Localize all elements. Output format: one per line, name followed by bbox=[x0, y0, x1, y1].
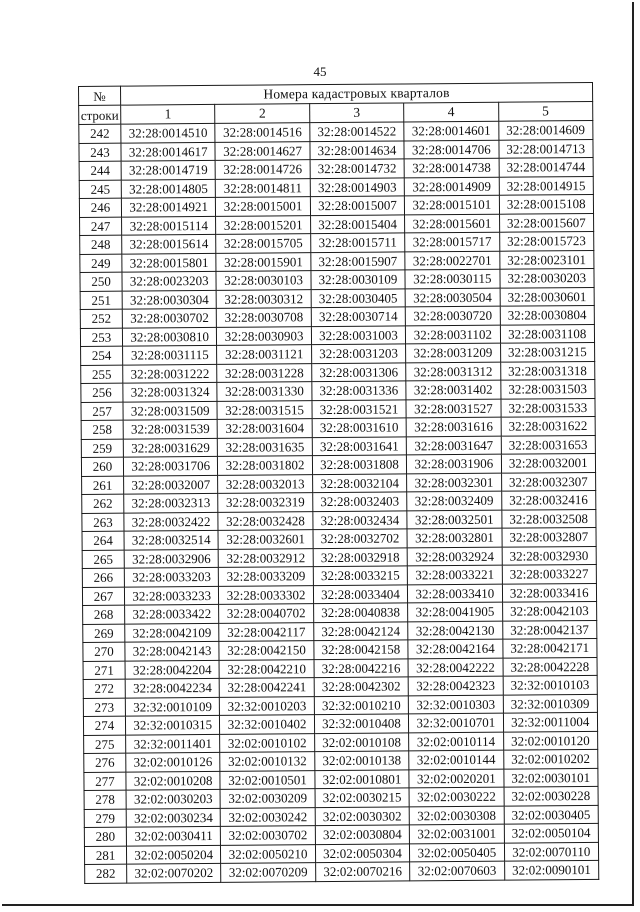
cadastral-quarter-cell: 32:28:0015907 bbox=[311, 251, 406, 270]
cadastral-quarter-cell: 32:28:0015101 bbox=[405, 195, 500, 214]
cadastral-quarter-cell: 32:28:0031509 bbox=[123, 401, 218, 420]
cadastral-quarter-cell: 32:28:0030312 bbox=[216, 289, 311, 308]
cadastral-quarter-cell: 32:28:0042204 bbox=[125, 660, 220, 679]
cadastral-quarter-cell: 32:28:0015614 bbox=[122, 234, 217, 253]
cadastral-quarter-cell: 32:28:0042124 bbox=[313, 621, 408, 640]
cadastral-quarter-cell: 32:28:0042137 bbox=[502, 620, 597, 639]
cadastral-quarter-cell: 32:02:0010114 bbox=[409, 732, 504, 751]
cadastral-quarter-cell: 32:28:0032416 bbox=[501, 490, 596, 509]
cadastral-quarter-cell: 32:28:0014726 bbox=[215, 160, 310, 179]
cadastral-quarter-cell: 32:28:0042241 bbox=[220, 678, 315, 697]
cadastral-quarter-cell: 32:28:0032013 bbox=[218, 474, 313, 493]
cadastral-quarter-cell: 32:28:0033227 bbox=[502, 564, 597, 583]
cadastral-quarter-cell: 32:28:0031515 bbox=[217, 400, 312, 419]
row-number: 254 bbox=[81, 346, 123, 365]
cadastral-quarter-cell: 32:02:0070603 bbox=[410, 861, 505, 880]
cadastral-quarter-cell: 32:32:0010701 bbox=[409, 713, 504, 732]
cadastral-quarter-cell: 32:28:0042210 bbox=[219, 659, 314, 678]
cadastral-quarter-cell: 32:28:0015007 bbox=[310, 196, 405, 215]
cadastral-quarter-cell: 32:28:0030109 bbox=[311, 270, 406, 289]
cadastral-quarter-cell: 32:02:0010138 bbox=[315, 751, 410, 770]
cadastral-quarter-cell: 32:28:0032428 bbox=[218, 511, 313, 530]
row-number: 266 bbox=[82, 568, 124, 587]
cadastral-quarter-cell: 32:28:0031616 bbox=[406, 417, 501, 436]
cadastral-quarter-cell: 32:28:0032918 bbox=[313, 547, 408, 566]
cadastral-quarter-cell: 32:28:0031318 bbox=[500, 361, 595, 380]
cadastral-quarter-cell: 32:32:0010109 bbox=[125, 697, 220, 716]
cadastral-quarter-cell: 32:28:0015601 bbox=[405, 214, 500, 233]
cadastral-quarter-cell: 32:28:0031336 bbox=[312, 381, 407, 400]
cadastral-quarter-cell: 32:28:0032001 bbox=[501, 453, 596, 472]
cadastral-quarter-cell: 32:28:0032930 bbox=[502, 546, 597, 565]
cadastral-quarter-cell: 32:28:0014706 bbox=[404, 140, 499, 159]
row-number: 255 bbox=[81, 365, 123, 384]
cadastral-quarter-cell: 32:28:0014719 bbox=[121, 160, 216, 179]
cadastral-quarter-cell: 32:02:0010132 bbox=[220, 752, 315, 771]
cadastral-quarter-cell: 32:32:0010103 bbox=[503, 675, 598, 694]
cadastral-quarter-cell: 32:28:0031203 bbox=[311, 344, 406, 363]
cadastral-quarter-cell: 32:02:0050204 bbox=[126, 845, 221, 864]
row-number: 280 bbox=[84, 827, 126, 846]
cadastral-quarter-cell: 32:28:0032409 bbox=[407, 491, 502, 510]
row-number: 274 bbox=[83, 716, 125, 735]
row-number: 253 bbox=[80, 328, 122, 347]
cadastral-quarter-cell: 32:02:0030405 bbox=[504, 805, 599, 824]
cadastral-quarter-cell: 32:28:0015108 bbox=[499, 194, 594, 213]
cadastral-quarter-cell: 32:28:0042216 bbox=[314, 658, 409, 677]
cadastral-quarter-cell: 32:28:0030714 bbox=[311, 307, 406, 326]
cadastral-quarter-cell: 32:28:0033302 bbox=[219, 585, 314, 604]
column-header: 2 bbox=[215, 104, 310, 124]
cadastral-quarter-cell: 32:28:0014903 bbox=[310, 177, 405, 196]
cadastral-quarter-cell: 32:28:0042228 bbox=[503, 657, 598, 676]
row-number: 249 bbox=[80, 254, 122, 273]
cadastral-quarter-cell: 32:28:0042103 bbox=[502, 601, 597, 620]
cadastral-quarter-cell: 32:28:0042117 bbox=[219, 622, 314, 641]
cadastral-quarter-cell: 32:28:0031527 bbox=[406, 399, 501, 418]
cadastral-quarter-cell: 32:02:0010102 bbox=[220, 733, 315, 752]
row-number: 267 bbox=[82, 587, 124, 606]
cadastral-quarter-cell: 32:28:0042234 bbox=[125, 678, 220, 697]
cadastral-quarter-cell: 32:28:0032807 bbox=[502, 527, 597, 546]
cadastral-quarter-cell: 32:28:0030810 bbox=[122, 327, 217, 346]
cadastral-quarter-cell: 32:28:0015801 bbox=[122, 253, 217, 272]
row-number: 277 bbox=[84, 772, 126, 791]
cadastral-quarter-cell: 32:28:0015723 bbox=[499, 231, 594, 250]
row-number: 243 bbox=[79, 143, 121, 162]
row-number: 246 bbox=[79, 198, 121, 217]
cadastral-quarter-cell: 32:28:0042158 bbox=[314, 640, 409, 659]
row-number: 248 bbox=[80, 235, 122, 254]
cadastral-quarter-cell: 32:28:0031003 bbox=[311, 325, 406, 344]
cadastral-quarter-cell: 32:02:0030222 bbox=[409, 787, 504, 806]
cadastral-quarter-cell: 32:32:0010402 bbox=[220, 715, 315, 734]
cadastral-quarter-cell: 32:28:0015607 bbox=[499, 213, 594, 232]
cadastral-quarter-cell: 32:28:0031521 bbox=[312, 399, 407, 418]
row-number: 281 bbox=[84, 846, 126, 865]
row-number: 282 bbox=[85, 864, 127, 883]
row-number: 256 bbox=[81, 383, 123, 402]
cadastral-quarter-cell: 32:28:0042150 bbox=[219, 641, 314, 660]
cadastral-quarter-cell: 32:28:0015201 bbox=[216, 215, 311, 234]
cadastral-quarter-cell: 32:28:0032508 bbox=[501, 509, 596, 528]
cadastral-quarter-cell: 32:28:0031115 bbox=[123, 345, 218, 364]
cadastral-quarter-cell: 32:02:0030101 bbox=[503, 768, 598, 787]
cadastral-quarter-cell: 32:28:0014609 bbox=[498, 120, 593, 139]
cadastral-quarter-cell: 32:28:0014510 bbox=[121, 123, 216, 142]
row-number: 279 bbox=[84, 809, 126, 828]
cadastral-quarter-cell: 32:28:0030903 bbox=[217, 326, 312, 345]
row-number: 250 bbox=[80, 272, 122, 291]
row-number: 252 bbox=[80, 309, 122, 328]
cadastral-quarter-cell: 32:28:0032313 bbox=[124, 493, 219, 512]
cadastral-quarter-cell: 32:28:0031222 bbox=[123, 364, 218, 383]
row-number: 276 bbox=[84, 753, 126, 772]
cadastral-quarter-cell: 32:28:0031641 bbox=[312, 436, 407, 455]
cadastral-quarter-cell: 32:28:0031312 bbox=[406, 362, 501, 381]
cadastral-quarter-cell: 32:28:0042302 bbox=[314, 677, 409, 696]
cadastral-quarter-cell: 32:28:0015705 bbox=[216, 234, 311, 253]
cadastral-quarter-cell: 32:02:0030234 bbox=[126, 808, 221, 827]
row-number: 257 bbox=[81, 402, 123, 421]
cadastral-quarter-cell: 32:28:0014921 bbox=[121, 197, 216, 216]
cadastral-quarter-cell: 32:28:0030601 bbox=[500, 287, 595, 306]
cadastral-quarter-cell: 32:28:0030203 bbox=[500, 268, 595, 287]
cadastral-quarter-cell: 32:28:0040702 bbox=[219, 604, 314, 623]
cadastral-quarter-cell: 32:28:0032912 bbox=[219, 548, 314, 567]
cadastral-quarter-cell: 32:28:0031802 bbox=[218, 456, 313, 475]
row-number: 263 bbox=[82, 513, 124, 532]
group-header: Номера кадастровых кварталов bbox=[121, 82, 593, 105]
cadastral-quarter-cell: 32:02:0031001 bbox=[409, 824, 504, 843]
cadastral-quarter-cell: 32:28:0030504 bbox=[405, 288, 500, 307]
cadastral-quarter-cell: 32:28:0014522 bbox=[310, 122, 405, 141]
cadastral-quarter-cell: 32:28:0014634 bbox=[310, 140, 405, 159]
row-number: 271 bbox=[83, 661, 125, 680]
cadastral-quarter-cell: 32:28:0023203 bbox=[122, 271, 217, 290]
cadastral-quarter-cell: 32:28:0031610 bbox=[312, 418, 407, 437]
cadastral-quarter-cell: 32:28:0030720 bbox=[405, 306, 500, 325]
table-row bbox=[85, 860, 599, 883]
cadastral-quarter-cell: 32:28:0033422 bbox=[125, 604, 220, 623]
cadastral-quarter-cell: 32:02:0070216 bbox=[315, 862, 410, 881]
cadastral-quarter-cell: 32:02:0050210 bbox=[221, 844, 316, 863]
cadastral-quarter-cell: 32:28:0014805 bbox=[121, 179, 216, 198]
cadastral-quarter-cell: 32:28:0032319 bbox=[218, 493, 313, 512]
row-number: 262 bbox=[82, 494, 124, 513]
cadastral-quarter-cell: 32:28:0032403 bbox=[312, 492, 407, 511]
cadastral-quarter-cell: 32:02:0030242 bbox=[221, 807, 316, 826]
cadastral-quarter-cell: 32:02:0010120 bbox=[503, 731, 598, 750]
column-header: 1 bbox=[121, 104, 216, 124]
cadastral-quarter-cell: 32:28:0032307 bbox=[501, 472, 596, 491]
cadastral-quarter-cell: 32:28:0033410 bbox=[408, 584, 503, 603]
row-number: 261 bbox=[82, 476, 124, 495]
cadastral-quarter-cell: 32:28:0031108 bbox=[500, 324, 595, 343]
column-header: 5 bbox=[498, 101, 593, 121]
row-number: 260 bbox=[81, 457, 123, 476]
cadastral-quarter-cell: 32:28:0014627 bbox=[215, 141, 310, 160]
cadastral-quarter-cell: 32:28:0032924 bbox=[407, 547, 502, 566]
cadastral-quarter-cell: 32:28:0042143 bbox=[125, 641, 220, 660]
cadastral-quarter-cell: 32:02:0030209 bbox=[220, 789, 315, 808]
cadastral-quarter-cell: 32:28:0032501 bbox=[407, 510, 502, 529]
cadastral-quarter-cell: 32:02:0050104 bbox=[504, 823, 599, 842]
row-number: 251 bbox=[80, 291, 122, 310]
cadastral-quarter-cell: 32:28:0032301 bbox=[407, 473, 502, 492]
cadastral-quarter-cell: 32:28:0031306 bbox=[311, 362, 406, 381]
cadastral-quarter-cell: 32:28:0014811 bbox=[216, 178, 311, 197]
cadastral-quarter-cell: 32:02:0010108 bbox=[314, 732, 409, 751]
cadastral-quarter-cell: 32:02:0030804 bbox=[315, 825, 410, 844]
cadastral-quarter-cell: 32:28:0033203 bbox=[124, 567, 219, 586]
cadastral-quarter-cell: 32:32:0011401 bbox=[126, 734, 221, 753]
cadastral-quarter-cell: 32:02:0030702 bbox=[221, 826, 316, 845]
cadastral-quarter-cell: 32:02:0010801 bbox=[315, 769, 410, 788]
cadastral-quarter-cell: 32:28:0015901 bbox=[216, 252, 311, 271]
row-number: 270 bbox=[83, 642, 125, 661]
cadastral-quarter-cell: 32:02:0070202 bbox=[127, 863, 222, 882]
cadastral-quarter-cell: 32:28:0031629 bbox=[123, 438, 218, 457]
cadastral-quarter-cell: 32:28:0014713 bbox=[498, 139, 593, 158]
cadastral-quarter-cell: 32:02:0070209 bbox=[221, 863, 316, 882]
cadastral-quarter-cell: 32:28:0014732 bbox=[310, 159, 405, 178]
page-number: 45 bbox=[313, 64, 327, 79]
cadastral-quarter-cell: 32:32:0010210 bbox=[314, 695, 409, 714]
cadastral-quarter-cell: 32:02:0030203 bbox=[126, 789, 221, 808]
cadastral-quarter-cell: 32:28:0014617 bbox=[121, 142, 216, 161]
cadastral-quarter-cell: 32:32:0010303 bbox=[408, 695, 503, 714]
cadastral-quarter-cell: 32:28:0014915 bbox=[499, 176, 594, 195]
row-number: 264 bbox=[82, 531, 124, 550]
cadastral-quarter-cell: 32:32:0010309 bbox=[503, 694, 598, 713]
column-header: 3 bbox=[309, 103, 404, 123]
column-header: 4 bbox=[404, 102, 499, 122]
row-number: 242 bbox=[79, 124, 121, 143]
cadastral-quarter-cell: 32:28:0040838 bbox=[313, 603, 408, 622]
cadastral-quarter-cell: 32:28:0033416 bbox=[502, 583, 597, 602]
cadastral-quarter-cell: 32:28:0032801 bbox=[407, 528, 502, 547]
row-number: 278 bbox=[84, 790, 126, 809]
cadastral-quarter-cell: 32:28:0031330 bbox=[217, 382, 312, 401]
cadastral-quarter-cell: 32:02:0030411 bbox=[126, 826, 221, 845]
cadastral-quarter-cell: 32:02:0010202 bbox=[503, 749, 598, 768]
cadastral-quarter-cell: 32:28:0032104 bbox=[312, 473, 407, 492]
table-body bbox=[79, 120, 599, 883]
cadastral-quarter-cell: 32:28:0014738 bbox=[404, 158, 499, 177]
cadastral-quarter-cell: 32:28:0032702 bbox=[313, 529, 408, 548]
cadastral-quarter-cell: 32:02:0090101 bbox=[504, 860, 599, 879]
cadastral-quarter-cell: 32:28:0031215 bbox=[500, 342, 595, 361]
cadastral-quarter-cell: 32:02:0070110 bbox=[504, 842, 599, 861]
cadastral-quarter-cell: 32:28:0032007 bbox=[124, 475, 219, 494]
row-number: 258 bbox=[81, 420, 123, 439]
cadastral-quarter-cell: 32:32:0011004 bbox=[503, 712, 598, 731]
cadastral-quarter-cell: 32:28:0031121 bbox=[217, 345, 312, 364]
cadastral-quarter-cell: 32:02:0030302 bbox=[315, 806, 410, 825]
cadastral-quarter-cell: 32:02:0050304 bbox=[315, 843, 410, 862]
cadastral-quarter-cell: 32:02:0010126 bbox=[126, 752, 221, 771]
cadastral-quarter-cell: 32:28:0031647 bbox=[406, 436, 501, 455]
cadastral-quarter-cell: 32:28:0031653 bbox=[501, 435, 596, 454]
cadastral-quarter-cell: 32:32:0010408 bbox=[314, 714, 409, 733]
cadastral-quarter-cell: 32:28:0031808 bbox=[312, 455, 407, 474]
cadastral-quarter-cell: 32:28:0042109 bbox=[125, 623, 220, 642]
cadastral-quarter-cell: 32:28:0030115 bbox=[405, 269, 500, 288]
cadastral-quarter-cell: 32:28:0032906 bbox=[124, 549, 219, 568]
cadastral-quarter-cell: 32:28:0031706 bbox=[123, 456, 218, 475]
cadastral-quarter-cell: 32:02:0010501 bbox=[220, 770, 315, 789]
row-number: 259 bbox=[81, 439, 123, 458]
cadastral-quarter-cell: 32:28:0031539 bbox=[123, 419, 218, 438]
cadastral-quarter-cell: 32:28:0030103 bbox=[216, 271, 311, 290]
cadastral-quarter-cell: 32:28:0030702 bbox=[122, 308, 217, 327]
cadastral-quarter-cell: 32:02:0050405 bbox=[410, 843, 505, 862]
cadastral-quarter-cell: 32:28:0031503 bbox=[500, 379, 595, 398]
cadastral-quarter-cell: 32:28:0042222 bbox=[408, 658, 503, 677]
cadastral-quarter-cell: 32:28:0031906 bbox=[407, 454, 502, 473]
cadastral-quarter-cell: 32:28:0042164 bbox=[408, 639, 503, 658]
cadastral-quarter-cell: 32:28:0031209 bbox=[406, 343, 501, 362]
cadastral-quarter-cell: 32:28:0031533 bbox=[501, 398, 596, 417]
cadastral-quarter-cell: 32:28:0042130 bbox=[408, 621, 503, 640]
cadastral-quarter-cell: 32:28:0032422 bbox=[124, 512, 219, 531]
cadastral-quarter-cell: 32:28:0014909 bbox=[404, 177, 499, 196]
cadastral-quarter-cell: 32:28:0033404 bbox=[313, 584, 408, 603]
row-number: 247 bbox=[80, 217, 122, 236]
cadastral-quarter-cell: 32:28:0032601 bbox=[218, 530, 313, 549]
row-number: 268 bbox=[83, 605, 125, 624]
cadastral-quarter-cell: 32:28:0031635 bbox=[218, 437, 313, 456]
cadastral-quarter-cell: 32:28:0030405 bbox=[311, 288, 406, 307]
cadastral-quarter-cell: 32:28:0030708 bbox=[217, 308, 312, 327]
cadastral-quarter-cell: 32:02:0020201 bbox=[409, 769, 504, 788]
cadastral-quarter-cell: 32:28:0031622 bbox=[501, 416, 596, 435]
cadastral-quarter-cell: 32:28:0032434 bbox=[313, 510, 408, 529]
row-number: 269 bbox=[83, 624, 125, 643]
cadastral-quarter-cell: 32:28:0031102 bbox=[406, 325, 501, 344]
cadastral-quarter-cell: 32:32:0010315 bbox=[125, 715, 220, 734]
cadastral-quarter-cell: 32:02:0010144 bbox=[409, 750, 504, 769]
cadastral-quarter-cell: 32:02:0030228 bbox=[504, 786, 599, 805]
cadastral-quarter-cell: 32:28:0014516 bbox=[215, 123, 310, 142]
cadastral-quarter-cell: 32:28:0014601 bbox=[404, 121, 499, 140]
cadastral-quarter-cell: 32:28:0033209 bbox=[219, 567, 314, 586]
cadastral-quarter-cell: 32:28:0014744 bbox=[499, 157, 594, 176]
cadastral-quarter-cell: 32:02:0030215 bbox=[315, 788, 410, 807]
cadastral-quarter-cell: 32:28:0032514 bbox=[124, 530, 219, 549]
cadastral-quarter-cell: 32:02:0030308 bbox=[409, 806, 504, 825]
cadastral-quarter-cell: 32:28:0031402 bbox=[406, 380, 501, 399]
cadastral-quarter-cell: 32:28:0031604 bbox=[218, 419, 313, 438]
cadastral-quarters-table bbox=[78, 82, 599, 884]
row-number: 273 bbox=[83, 698, 125, 717]
row-number: 275 bbox=[84, 735, 126, 754]
row-number: 244 bbox=[79, 161, 121, 180]
cadastral-quarter-cell: 32:28:0033221 bbox=[407, 565, 502, 584]
cadastral-quarter-cell: 32:28:0031228 bbox=[217, 363, 312, 382]
cadastral-quarter-cell: 32:28:0023101 bbox=[499, 250, 594, 269]
row-number-header-top: № bbox=[79, 86, 121, 105]
row-number-header-bottom: строки bbox=[79, 105, 121, 124]
cadastral-quarter-cell: 32:28:0030804 bbox=[500, 305, 595, 324]
cadastral-quarter-cell: 32:28:0030304 bbox=[122, 290, 217, 309]
cadastral-quarter-cell: 32:28:0033215 bbox=[313, 566, 408, 585]
cadastral-quarter-cell: 32:32:0010203 bbox=[220, 696, 315, 715]
cadastral-quarter-cell: 32:28:0015404 bbox=[310, 214, 405, 233]
cadastral-quarter-cell: 32:28:0022701 bbox=[405, 251, 500, 270]
cadastral-quarter-cell: 32:28:0042323 bbox=[408, 676, 503, 695]
cadastral-quarter-cell: 32:28:0041905 bbox=[408, 602, 503, 621]
cadastral-quarter-cell: 32:28:0015001 bbox=[216, 197, 311, 216]
row-number: 245 bbox=[79, 180, 121, 199]
cadastral-quarter-cell: 32:28:0033233 bbox=[124, 586, 219, 605]
cadastral-quarter-cell: 32:28:0015711 bbox=[310, 233, 405, 252]
cadastral-quarter-cell: 32:02:0010208 bbox=[126, 771, 221, 790]
cadastral-quarter-cell: 32:28:0015114 bbox=[122, 216, 217, 235]
cadastral-quarter-cell: 32:28:0042171 bbox=[502, 638, 597, 657]
cadastral-quarter-cell: 32:28:0015717 bbox=[405, 232, 500, 251]
row-number: 265 bbox=[82, 550, 124, 569]
cadastral-quarter-cell: 32:28:0031324 bbox=[123, 382, 218, 401]
row-number: 272 bbox=[83, 679, 125, 698]
